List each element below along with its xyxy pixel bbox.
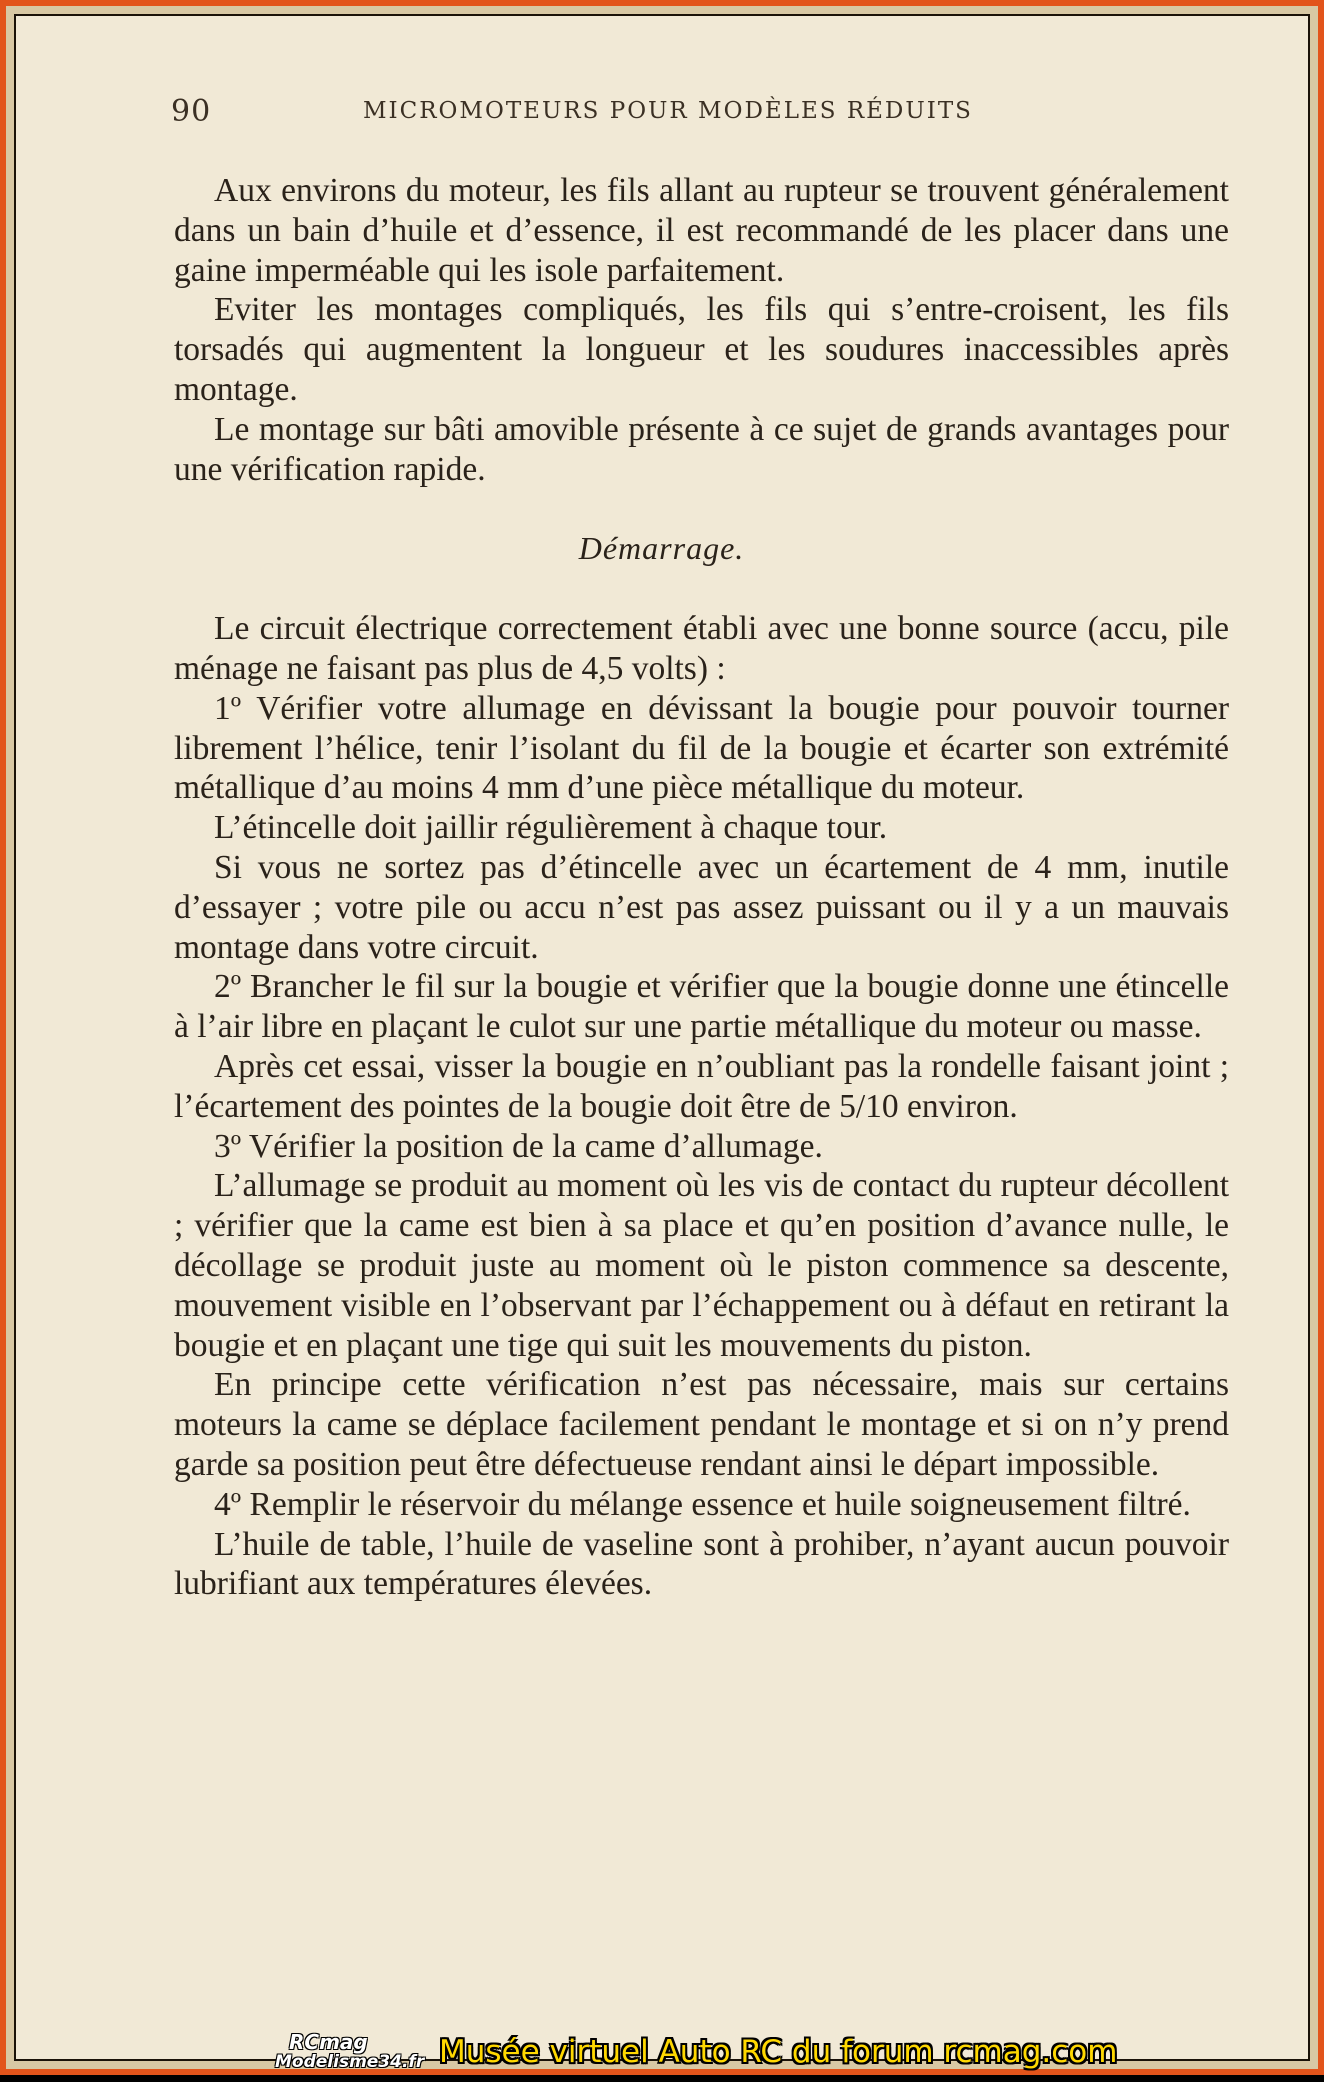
- paragraph: Le circuit électrique correctement établi avec une bonne source (accu, pile ménage ne faisant pas plus de 4,5 volts) :: [174, 610, 1229, 687]
- paragraph: En principe cette vérification n’est pas nécessaire, mais sur certains moteurs la came se déplace facilement pendant le montage et si on n’y prend garde sa position peut être défectueuse rendant ainsi le départ impossible.: [174, 1366, 1229, 1483]
- paragraph: Aux environs du moteur, les fils allant au rupteur se trouvent généralement dans un bain d’huile et d’essence, il est recommandé de les placer dans une gaine imperméable qui les isole parfaitement.: [174, 172, 1229, 289]
- logo-text-modelisme: Modelisme34.fr: [275, 2052, 425, 2072]
- paragraph: Si vous ne sortez pas d’étincelle avec un écartement de 4 mm, inutile d’essayer ; votre pile ou accu n’est pas assez puissant ou il y a un mauvais montage dans votre circuit.: [174, 848, 1229, 966]
- paragraph: 1º Vérifier votre allumage en dévissant la bougie pour pouvoir tourner librement l’hélice, tenir l’isolant du fil de la bougie et écarter son extrémité métallique d’au moins 4 mm d’une pièce métallique du moteur.: [174, 689, 1229, 807]
- running-title: MICROMOTEURS POUR MODÈLES RÉDUITS: [363, 98, 973, 124]
- paragraph: Après cet essai, visser la bougie en n’oubliant pas la rondelle faisant joint ; l’écartement des pointes de la bougie doit être de 5/10 environ.: [174, 1047, 1229, 1125]
- page-number: 90: [171, 94, 212, 129]
- page-body: [174, 171, 1229, 1604]
- paragraph: 4º Remplir le réservoir du mélange essence et huile soigneusement filtré.: [214, 1485, 1191, 1523]
- paragraph: 2º Brancher le fil sur la bougie et vérifier que la bougie donne une étincelle à l’air libre en plaçant le culot sur une partie métallique du moteur ou masse.: [174, 968, 1229, 1046]
- paragraph: L’huile de table, l’huile de vaseline sont à prohiber, n’ayant aucun pouvoir lubrifiant aux températures élevées.: [174, 1525, 1229, 1603]
- book-page: [14, 14, 1310, 2072]
- museum-caption: Musée virtuel Auto RC du forum rcmag.com: [439, 2034, 1118, 2070]
- paragraph: Le montage sur bâti amovible présente à ce sujet de grands avantages pour une vérification rapide.: [174, 410, 1229, 488]
- paragraph: L’allumage se produit au moment où les vis de contact du rupteur décollent ; vérifier que la came est bien à sa place et qu’en position d’avance nulle, le décollage se produit juste au moment où le piston commence sa descente, mouvement visible en l’observant par l’échappement ou à défaut en retirant la bougie et en plaçant une tige qui suit les mouvements du piston.: [174, 1167, 1229, 1364]
- logo-text-rcmag: RCmag: [289, 2030, 368, 2054]
- paragraph: Eviter les montages compliqués, les fils qui s’entre-croisent, les fils torsadés qui augmentent la longueur et les soudures inaccessibles après montage.: [174, 291, 1229, 408]
- rcmag-logo: [271, 2030, 425, 2080]
- paragraph: L’étincelle doit jaillir régulièrement à chaque tour.: [214, 809, 888, 847]
- section-heading: Démarrage.: [578, 530, 745, 567]
- paragraph: 3º Vérifier la position de la came d’allumage.: [214, 1127, 823, 1165]
